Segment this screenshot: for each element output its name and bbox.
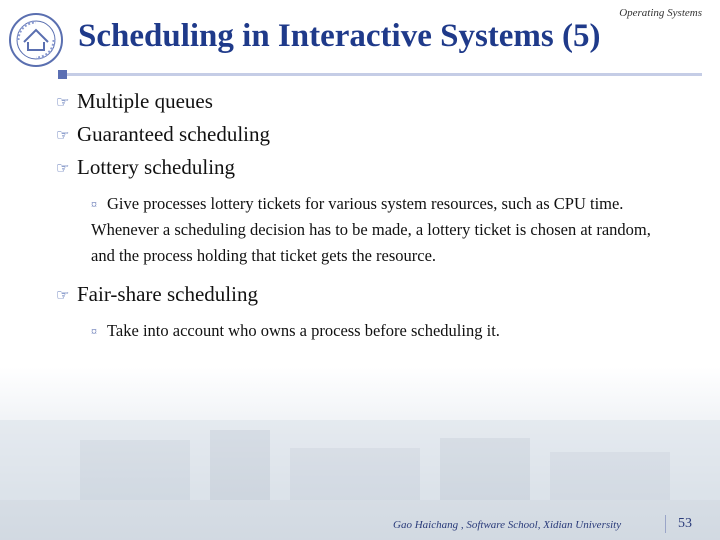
page-number: 53 (665, 515, 692, 533)
sub-bullet-item (91, 191, 654, 269)
pointing-hand-icon: ☞ (56, 95, 70, 111)
slide-title: Scheduling in Interactive Systems (5) (78, 18, 601, 54)
pointing-hand-icon: ☞ (56, 161, 70, 177)
pointing-hand-icon: ☞ (56, 288, 70, 304)
sub-bullet-text: Take into account who owns a process before scheduling it. (107, 321, 500, 340)
title-underline (65, 73, 702, 76)
course-name: Operating Systems (619, 7, 702, 19)
currency-sign-icon: ¤ (91, 324, 97, 338)
pointing-hand-icon: ☞ (56, 128, 70, 144)
bullet-item (56, 279, 696, 312)
sub-bullet-text: Give processes lottery tickets for various system resources, such as CPU time. Whenever a scheduling decision has to be made, a lottery ticket is chosen at random, and the process holding that ticket gets the resource. (91, 194, 651, 265)
bullet-item (56, 86, 696, 119)
bullet-list (56, 86, 696, 354)
bullet-text: Multiple queues (77, 89, 213, 113)
bullet-text: Guaranteed scheduling (77, 122, 271, 146)
title-underline-marker (58, 70, 67, 79)
footer-author: Gao Haichang , Software School, Xidian University (393, 519, 622, 531)
sub-bullet-item (91, 318, 654, 344)
bullet-item (56, 119, 696, 152)
bullet-item (56, 152, 696, 185)
university-seal-icon (8, 12, 64, 68)
bullet-text: Lottery scheduling (77, 155, 236, 179)
campus-background-image (0, 360, 720, 540)
currency-sign-icon: ¤ (91, 197, 97, 211)
bullet-text: Fair-share scheduling (77, 282, 258, 306)
